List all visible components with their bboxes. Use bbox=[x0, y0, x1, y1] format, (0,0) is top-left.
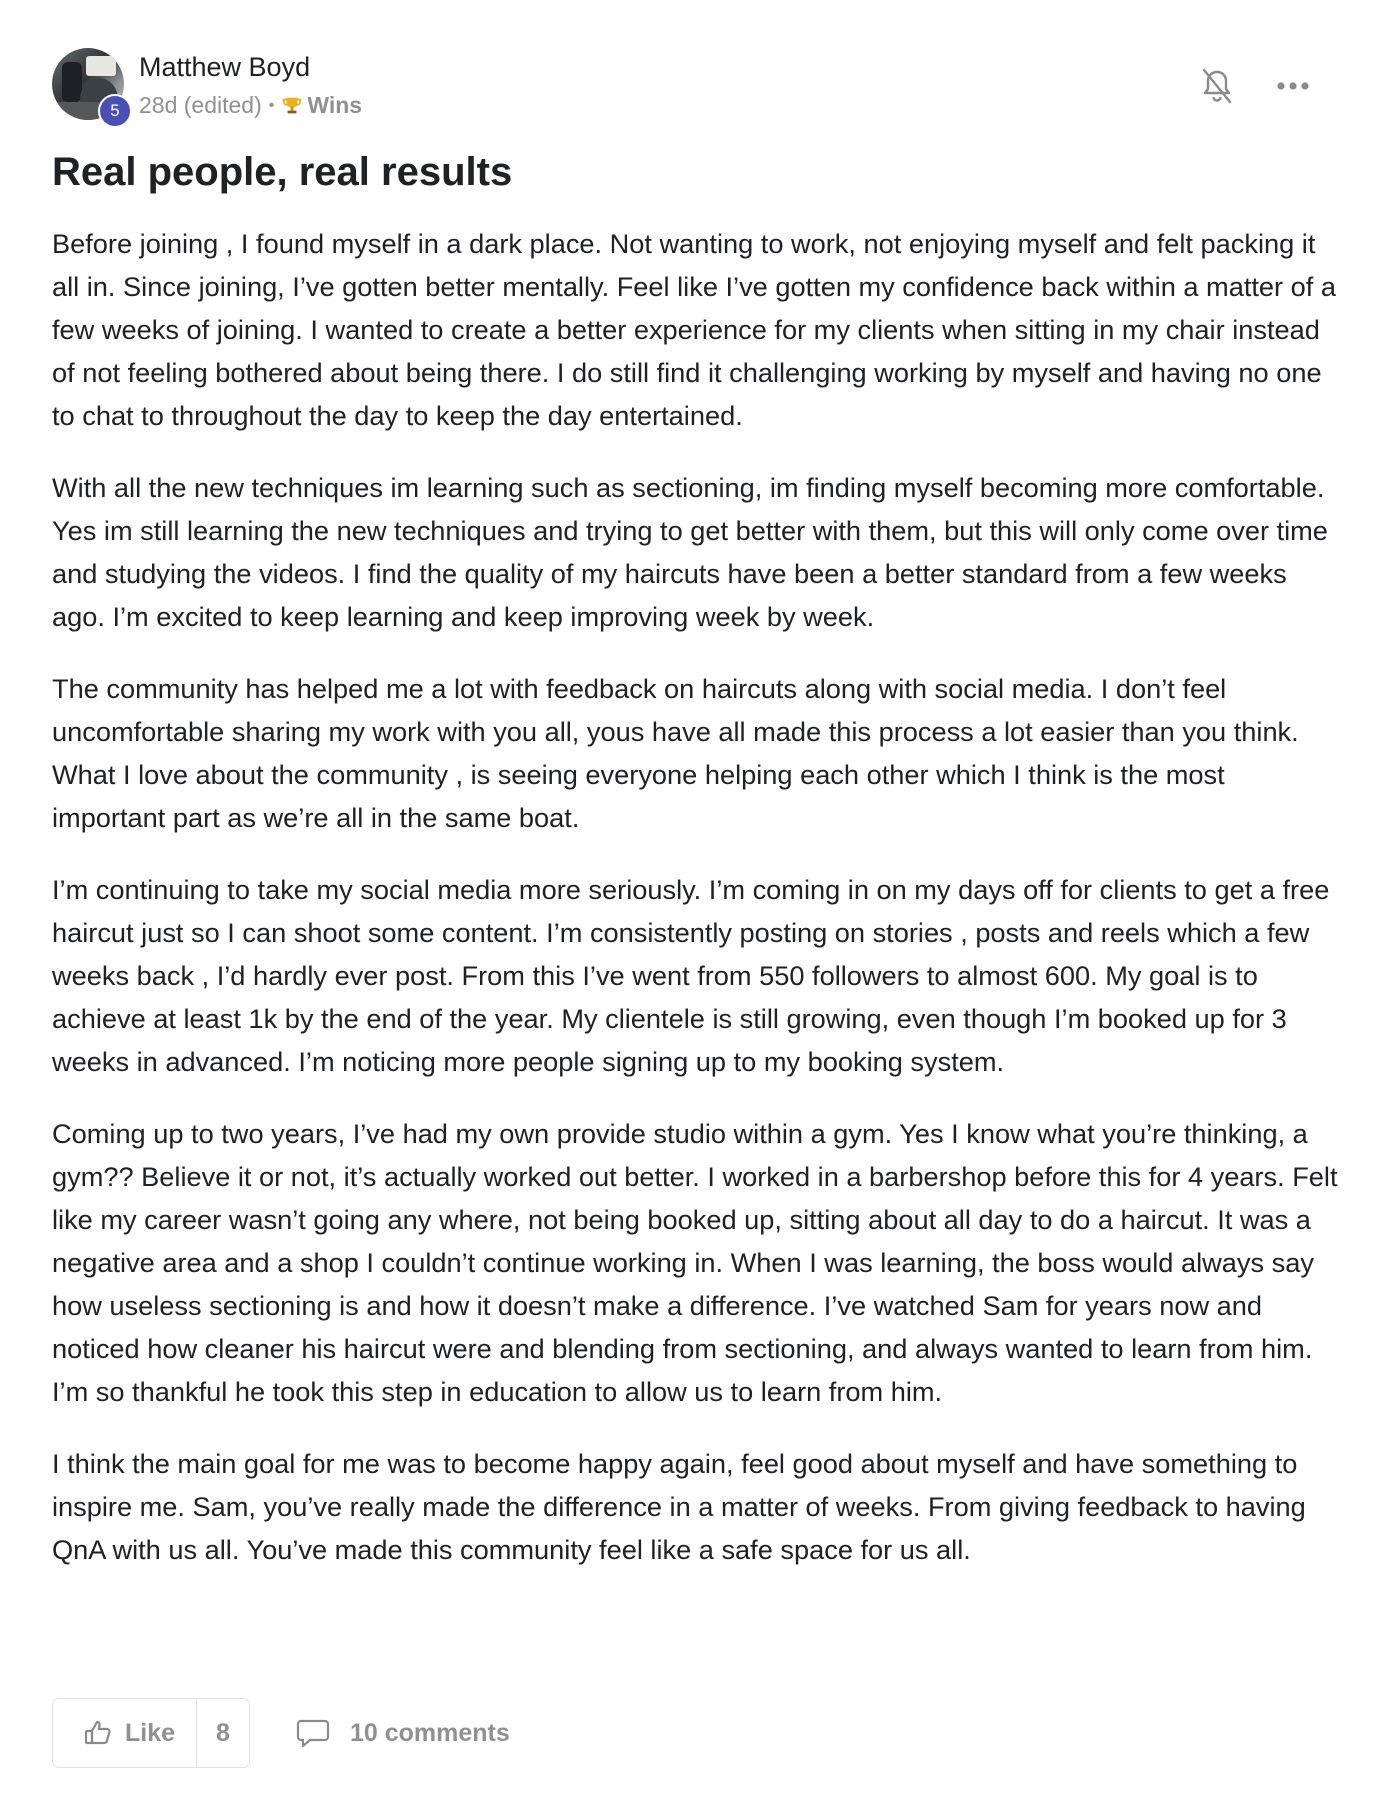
avatar[interactable] bbox=[52, 48, 126, 122]
post-title: Real people, real results bbox=[52, 150, 513, 194]
like-group bbox=[52, 1698, 250, 1768]
post-time: 28d (edited) bbox=[139, 92, 262, 118]
post-meta bbox=[139, 92, 362, 119]
post-paragraph: The community has helped me a lot with feedback on haircuts along with social media. I don’t feel uncomfortable sharing my work with you all, yous have all made this process a lot easier than you think. What I love about the community , is seeing everyone helping each other which I think is the most important part as we’re all in the same boat. bbox=[52, 673, 1299, 833]
post-paragraph: Before joining , I found myself in a dark place. Not wanting to work, not enjoying myself and felt packing it all in. Since joining, I’ve gotten better mentally. Feel like I’ve gotten my confidence back within a matter of a few weeks of joining. I wanted to create a better experience for my clients when sitting in my chair instead of not feeling bothered about being there. I do still find it challenging working by myself and having no one to chat to throughout the day to keep the day entertained. bbox=[52, 228, 1337, 431]
comment-icon bbox=[296, 1718, 330, 1748]
comments-button[interactable] bbox=[296, 1698, 510, 1768]
post-paragraph: I’m continuing to take my social media more seriously. I’m coming in on my days off for clients to get a free haircut just so I can shoot some content. I’m consistently posting on stories , posts and reels which a few weeks back , I’d hardly ever post. From this I’ve went from 550 followers to almost 600. My goal is to achieve at least 1k by the end of the year. My clientele is still growing, even though I’m booked up for 3 weeks in advanced. I’m noticing more people signing up to my booking system. bbox=[52, 874, 1330, 1077]
post-paragraph: With all the new techniques im learning such as sectioning, im finding myself becoming more comfortable. Yes im still learning the new techniques and trying to get better with them, but this will only come over time and studying the videos. I find the quality of my haircuts have been a better standard from a few weeks ago. I’m excited to keep learning and keep improving week by week. bbox=[52, 472, 1328, 632]
like-count[interactable]: 8 bbox=[216, 1718, 230, 1747]
more-horizontal-icon[interactable] bbox=[1276, 78, 1310, 94]
bell-off-icon[interactable] bbox=[1200, 66, 1234, 106]
post-header bbox=[52, 48, 1342, 128]
post-category[interactable]: Wins bbox=[307, 92, 363, 118]
like-label: Like bbox=[125, 1718, 176, 1747]
trophy-icon bbox=[281, 95, 303, 117]
post-paragraph: I think the main goal for me was to become happy again, feel good about myself and have something to inspire me. Sam, you’ve really made the difference in a matter of weeks. From giving feedback to having QnA with us all. You’ve made this community feel like a safe space for us all. bbox=[52, 1448, 1306, 1565]
comments-label: 10 comments bbox=[350, 1718, 510, 1747]
post-paragraph: Coming up to two years, I’ve had my own provide studio within a gym. Yes I know what you’re thinking, a gym?? Believe it or not, it’s actually worked out better. I worked in a barbershop before this for 4 years. Felt like my career wasn’t going any where, not being booked up, sitting about all day to do a haircut. It was a negative area and a shop I couldn’t continue working in. When I was learning, the boss would always say how useless sectioning is and how it doesn’t make a difference. I’ve watched Sam for years now and noticed how cleaner his haircut were and blending from sectioning, and always wanted to learn from him. I’m so thankful he took this step in education to allow us to learn from him. bbox=[52, 1118, 1338, 1407]
author-name[interactable]: Matthew Boyd bbox=[139, 52, 311, 82]
thumbs-up-icon bbox=[83, 1718, 113, 1748]
meta-separator: • bbox=[268, 96, 275, 114]
post-actions bbox=[52, 1698, 752, 1770]
post-body bbox=[52, 222, 1342, 1600]
like-button[interactable] bbox=[53, 1699, 197, 1767]
level-badge: 5 bbox=[98, 94, 132, 128]
